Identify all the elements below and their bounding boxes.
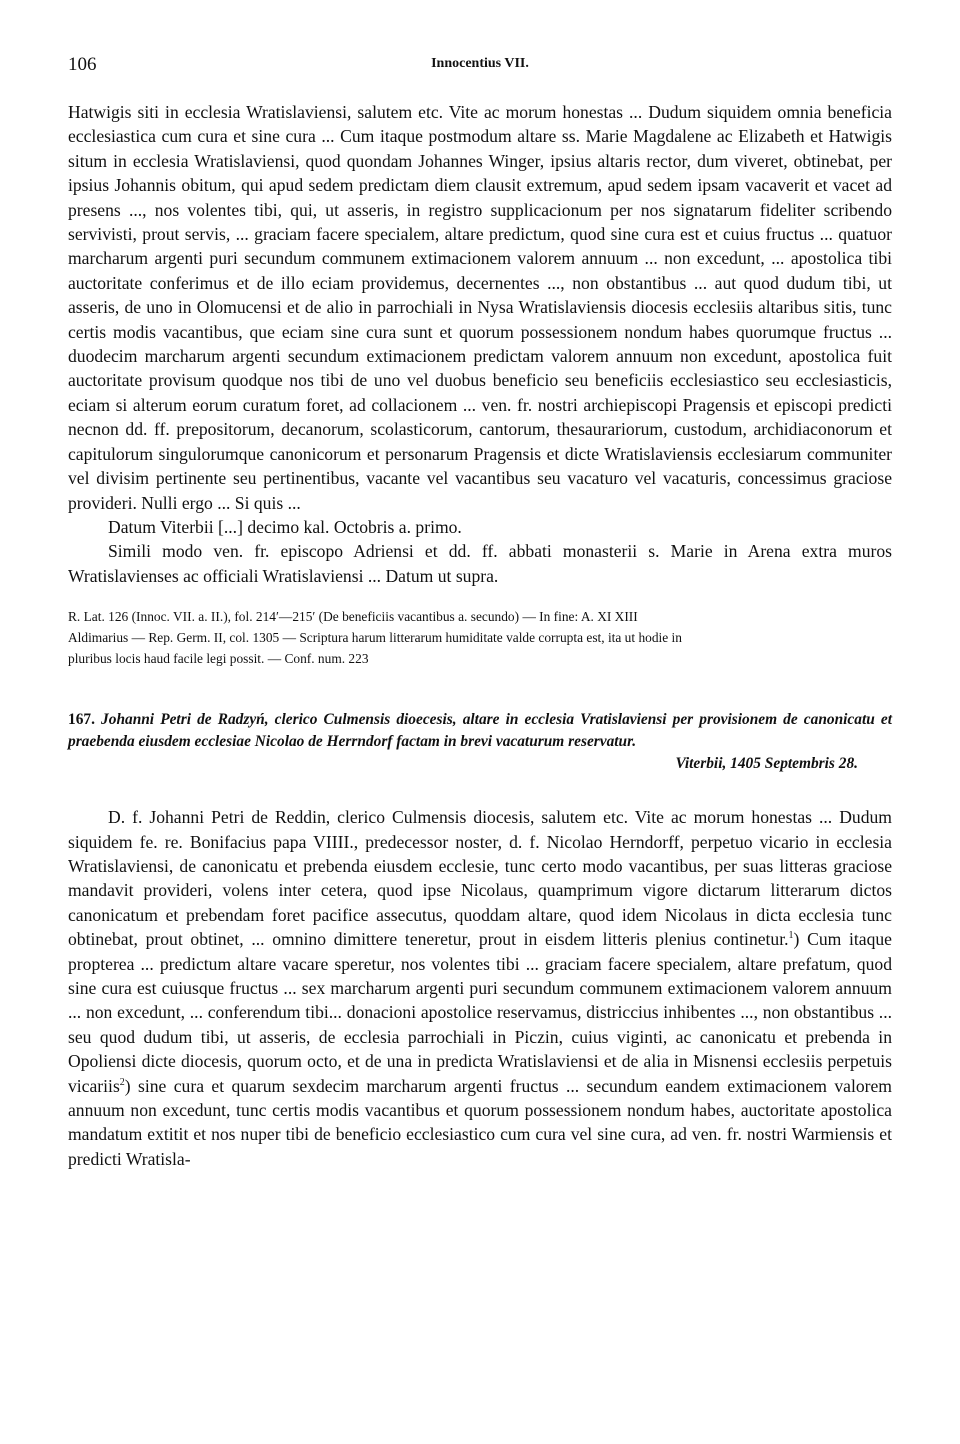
footnote-marker: 2 (119, 1076, 125, 1088)
document-heading (68, 709, 892, 753)
page-number: 106 (68, 54, 97, 75)
simili-modo-paragraph: Simili modo ven. fr. episcopo Adriensi et dd. ff. abbati monasterii s. Marie in Arena extra muros Wratislavienses ac officiali Wratislaviensi ... Datum ut supra. (68, 541, 892, 586)
footnote-marker: 1 (788, 930, 794, 942)
running-head: Innocentius VII. (431, 56, 529, 71)
page-header (68, 54, 892, 80)
letter-paragraph: Hatwigis siti in ecclesia Wratislaviensi, salutem etc. Vite ac morum honestas ... Dudum siquidem omnia beneficia ecclesiastica cum cura et sine cura ... Cum itaque postmodum altare ss. Marie Magdalene ac Elizabeth et Hatwigis situm in ecclesia Wratislaviensi, quod quondam Johannes Winger, ipsius altaris rector, dum viveret, obtinebat, per ipsius Johannis obitum, qui apud sedem predictam diem clausit extremum, apud sedem ipsam vacaverit et vacet ad presens ..., nos volentes tibi, qui, ut asseris, in registro supplicacionum per nos signatarum fideliter scribendo servivisti, prout servis, ... graciam facere specialem, altare predictum, quod sine cura est et cuius fructus ... quatuor marcharum argenti puri secundum communem extimacionem valorem annuum ... non excedunt, ... apostolica tibi auctoritate conferimus et de illo eciam providemus, decernentes ..., non obstantibus ... aut quod dudum tibi, ut asseris, de uno in Olomucensi et de alio in parrochiali in Nysa Wratislaviensis diocesis ecclesiis altaribus sitis, tunc certis modis vacantibus, que eciam sine cura sunt et quorum possessionem nondum habes quorumque fructus ... duodecim marcharum argenti secundum extimacionem predictam valorem annuum non excedunt, apostolica fuit auctoritate provisum quodque nos tibi de uno vel duobus beneficio seu beneficiis ecclesiastico seu ecclesiasticis, eciam si alterum eorum curatum foret, ad collacionem ... ven. fr. nostri archiepiscopi Pragensis et episcopi predicti necnon dd. ff. prepositorum, decanorum, scolasticorum, cantorum, thesaurariorum, custodum, archidiaconorum et capitulorum singulorumque canonicorum et personarum Pragensis et dicte Wratislaviensis ecclesiarum communiter vel divisim pertinente seu pertinentibus, vacante vel vacantibus seu vacaturo vel vacaturis, concessimus graciose provideri. Nulli ergo ... Si quis ... (68, 102, 892, 513)
letter-body-part: ) sine cura et quarum sexdecim marcharum argenti fructus ... secundum eandem extimacionem valorem annuum non excedunt, tunc certis modis vacantibus et quorum possessionem nondum habes, auctoritate apostolica mandatum extitit et nos nuper tibi de beneficio ecclesiastico cum cura vel sine cura, ad ven. fr. nostri Warmiensis et predicti Wratisla- (68, 1075, 892, 1169)
document-date: Viterbii, 1405 Septembris 28. (675, 755, 858, 773)
archival-note-line: R. Lat. 126 (Innoc. VII. a. II.), fol. 214′—215′ (De beneficiis vacantibus a. secundo) — In fine: A. XI XIII (68, 609, 638, 625)
archival-note-line: Aldimarius — Rep. Germ. II, col. 1305 — Scriptura harum litterarum humiditate valde corrupta est, ita ut hodie in (68, 630, 682, 646)
document-number: 167. (68, 711, 95, 729)
letter-body-part: D. f. Johanni Petri de Reddin, clerico Culmensis diocesis, salutem etc. Vite ac morum honestas ... Dudum siquidem fe. re. Bonifacius papa VIIII., predecessor noster, d. f. Nicolao Herndorff, perpetuo vicario in ecclesia Wratislaviensi, de canonicatu et prebenda eiusdem ecclesie, tunc certo modo vacantibus, per suas litteras graciose mandavit provideri, volens inter cetera, quod ipse Nicolaus, quamprimum vigore dictarum litterarum dictos canonicatum et prebendam foret pacifice assecutus, quoddam altare, quod idem Nicolaus in dicta ecclesia tunc obtinebat, prout obtinet, ... omnino dimittere teneretur, prout in eisdem litteris plenius continetur. (68, 807, 892, 950)
document-regest: Johanni Petri de Radzyń, clerico Culmensis dioecesis, altare in ecclesia Vratislaviensi per provisionem de canonicatu et praebenda eiusdem ecclesiae Nicolao de Herrndorf factam in brevi vacaturum reservatur. (68, 711, 892, 751)
body-text (68, 100, 892, 1171)
archival-note (68, 606, 892, 669)
letter-body-part: ) Cum itaque propterea ... predictum altare vacare speretur, nos volentes tibi ... graciam facere specialem, altare prefatum, quod sine cura est cuiusque fructus ... sex marcharum argenti puri secundum communem extimacionem valorem annuum ... non excedunt, ... conferendum tibi... donacioni apostolice reservamus, districcius inhibentes ..., non obstantibus ... seu quod dudum tibi, ut asseris, de ecclesia parrochiali in Piczin, cuius viginti, ac canonicatu et prebenda in Opoliensi dicte diocesis, quorum octo, et de una in predicta Wratislaviensi et de alia in Misnensi ecclesiis perpetuis vicariis (68, 929, 892, 1096)
archival-note-line: pluribus locis haud facile legi possit. — Conf. num. 223 (68, 651, 369, 667)
dating-clause: Datum Viterbii [...] decimo kal. Octobris a. primo. (108, 516, 462, 537)
letter-body (68, 805, 892, 1171)
